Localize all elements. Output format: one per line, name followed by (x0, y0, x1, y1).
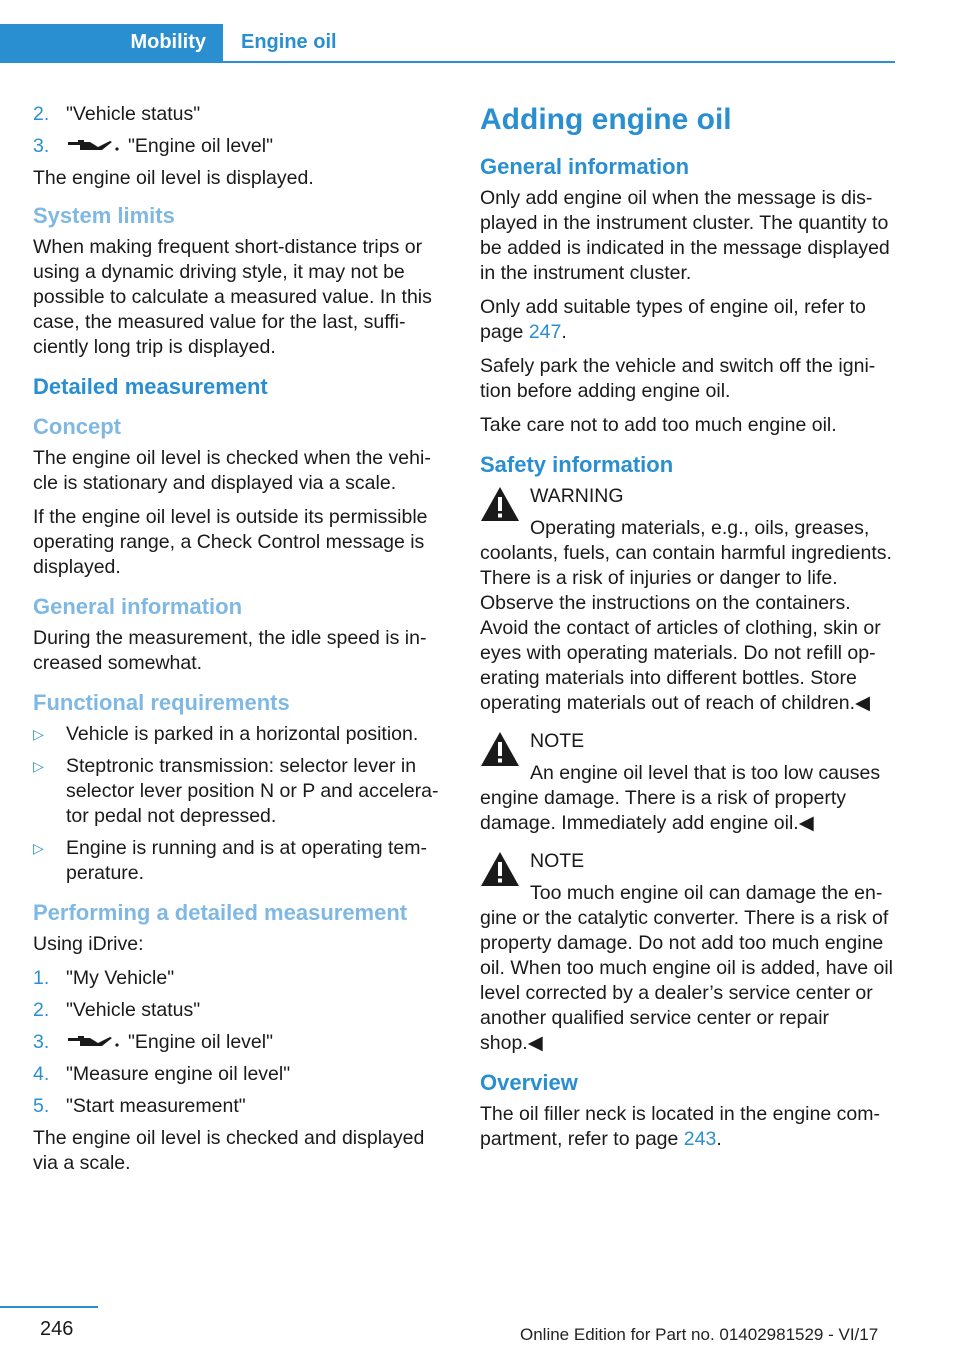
intro-result: The engine oil level is displayed. (33, 167, 314, 189)
safety-information-heading: Safety information (480, 452, 674, 477)
warning-triangle-icon (480, 731, 520, 767)
general-information-heading: General information (480, 154, 690, 179)
list-item (33, 998, 445, 1023)
step-number: 5. (33, 1095, 50, 1117)
general-information-paragraph: Take care not to add too much engine oil. (480, 414, 837, 436)
text: The oil filler neck is located in the engine compartment, refer to page (480, 1103, 880, 1150)
step-text: "Measure engine oil level" (66, 1063, 291, 1085)
functional-requirements-heading: Functional requirements (33, 690, 290, 715)
note-block (480, 849, 895, 1056)
warning-text: Operating materials, e.g., oils, greases, coolants, fuels, can contain harmful ingredients. There is a risk of injuries or danger to life. Observe the instructions on the containers. Avoid the contact of articles of clothing, skin or eyes with operating materials. Do not refill operating materials into different bottles. Store operating materials out of reach of children.◀ (480, 517, 892, 714)
list-item (33, 1094, 445, 1119)
list-item (33, 722, 445, 747)
list-item (33, 1062, 445, 1087)
page-link-247[interactable]: 247 (528, 321, 562, 343)
system-limits-text: When making frequent short-distance trips or using a dynamic driving style, it may not be possible to calculate a measured value. In this case, the measured value for the last, sufficiently long trip is displayed. (33, 236, 432, 358)
general-information-paragraph: Safely park the vehicle and switch off the ignition before adding engine oil. (480, 355, 876, 402)
triangle-bullet-icon: ▷ (33, 726, 44, 742)
warning-label: WARNING (530, 485, 624, 507)
triangle-bullet-icon: ▷ (33, 758, 44, 774)
list-item-text: Steptronic transmission: selector lever in selector lever position N or P and accelerator pedal not depressed. (66, 755, 439, 827)
step-text: "Vehicle status" (66, 103, 201, 125)
list-item (33, 102, 445, 127)
overview-text (480, 1102, 895, 1152)
perform-result: The engine oil level is checked and displayed via a scale. (33, 1127, 425, 1174)
step-text: "My Vehicle" (66, 967, 175, 989)
general-information-paragraph: Only add engine oil when the message is displayed in the instrument cluster. The quantity to be added is indicated in the message displayed in the instrument cluster. (480, 187, 890, 284)
note-label: NOTE (530, 730, 585, 752)
system-limits-heading: System limits (33, 203, 175, 228)
text: . (561, 321, 567, 343)
general-information-paragraph (480, 295, 895, 345)
list-item-text: Vehicle is parked in a horizontal position. (66, 723, 419, 745)
warning-block (480, 484, 895, 716)
step-text: "Start measurement" (66, 1095, 246, 1117)
list-item (33, 836, 445, 886)
text: Only add suitable types of engine oil, refer to page (480, 296, 866, 343)
overview-heading: Overview (480, 1070, 578, 1095)
performing-measurement-heading: Performing a detailed measurement (33, 900, 408, 925)
engine-oil-icon (66, 137, 120, 153)
header-tab-bar (0, 24, 895, 63)
note-text: An engine oil level that is too low causes engine damage. There is a risk of property damage. Immediately add engine oil.◀ (480, 762, 881, 834)
list-item (33, 754, 445, 829)
tab-engine-oil[interactable]: Engine oil (241, 31, 337, 53)
concept-heading: Concept (33, 414, 121, 439)
perform-intro: Using iDrive: (33, 933, 144, 955)
page-number: 246 (40, 1318, 74, 1340)
step-number: 3. (33, 135, 50, 157)
edition-footer: Online Edition for Part no. 01402981529 - VI/17 (520, 1325, 879, 1344)
adding-engine-oil-heading: Adding engine oil (480, 103, 732, 136)
list-item (33, 134, 445, 159)
page-number-rule (0, 1306, 98, 1308)
step-text: "Engine oil level" (128, 135, 274, 157)
step-number: 4. (33, 1063, 50, 1085)
list-item-text: Engine is running and is at operating temperature. (66, 837, 427, 884)
step-number: 1. (33, 967, 50, 989)
warning-triangle-icon (480, 486, 520, 522)
page-link-243[interactable]: 243 (683, 1128, 717, 1150)
engine-oil-icon (66, 1033, 120, 1049)
list-item (33, 1030, 445, 1055)
step-number: 2. (33, 999, 50, 1021)
intro-steps (33, 102, 445, 159)
list-item (33, 966, 445, 991)
warning-triangle-icon (480, 851, 520, 887)
concept-paragraph: If the engine oil level is outside its permissible operating range, a Check Control message is displayed. (33, 506, 428, 578)
note-block (480, 729, 895, 836)
tab-mobility[interactable]: Mobility (0, 24, 223, 61)
detailed-measurement-heading: Detailed measurement (33, 374, 268, 399)
requirements-list (33, 722, 445, 886)
general-information-heading: General information (33, 594, 243, 619)
step-text: "Engine oil level" (128, 1031, 274, 1053)
concept-paragraph: The engine oil level is checked when the vehicle is stationary and displayed via a scale. (33, 447, 431, 494)
step-number: 2. (33, 103, 50, 125)
triangle-bullet-icon: ▷ (33, 840, 44, 856)
text: . (716, 1128, 722, 1150)
note-text: Too much engine oil can damage the engine or the catalytic converter. There is a risk of property damage. Do not add too much engine oil. When too much engine oil is added, have oil level corrected by a dealer’s service center or another qualified service center or repair shop.◀ (480, 882, 894, 1054)
right-column (480, 102, 895, 1161)
note-label: NOTE (530, 850, 585, 872)
step-number: 3. (33, 1031, 50, 1053)
general-information-text: During the measurement, the idle speed is increased somewhat. (33, 627, 427, 674)
step-text: "Vehicle status" (66, 999, 201, 1021)
perform-steps (33, 966, 445, 1119)
left-column (33, 102, 445, 1185)
